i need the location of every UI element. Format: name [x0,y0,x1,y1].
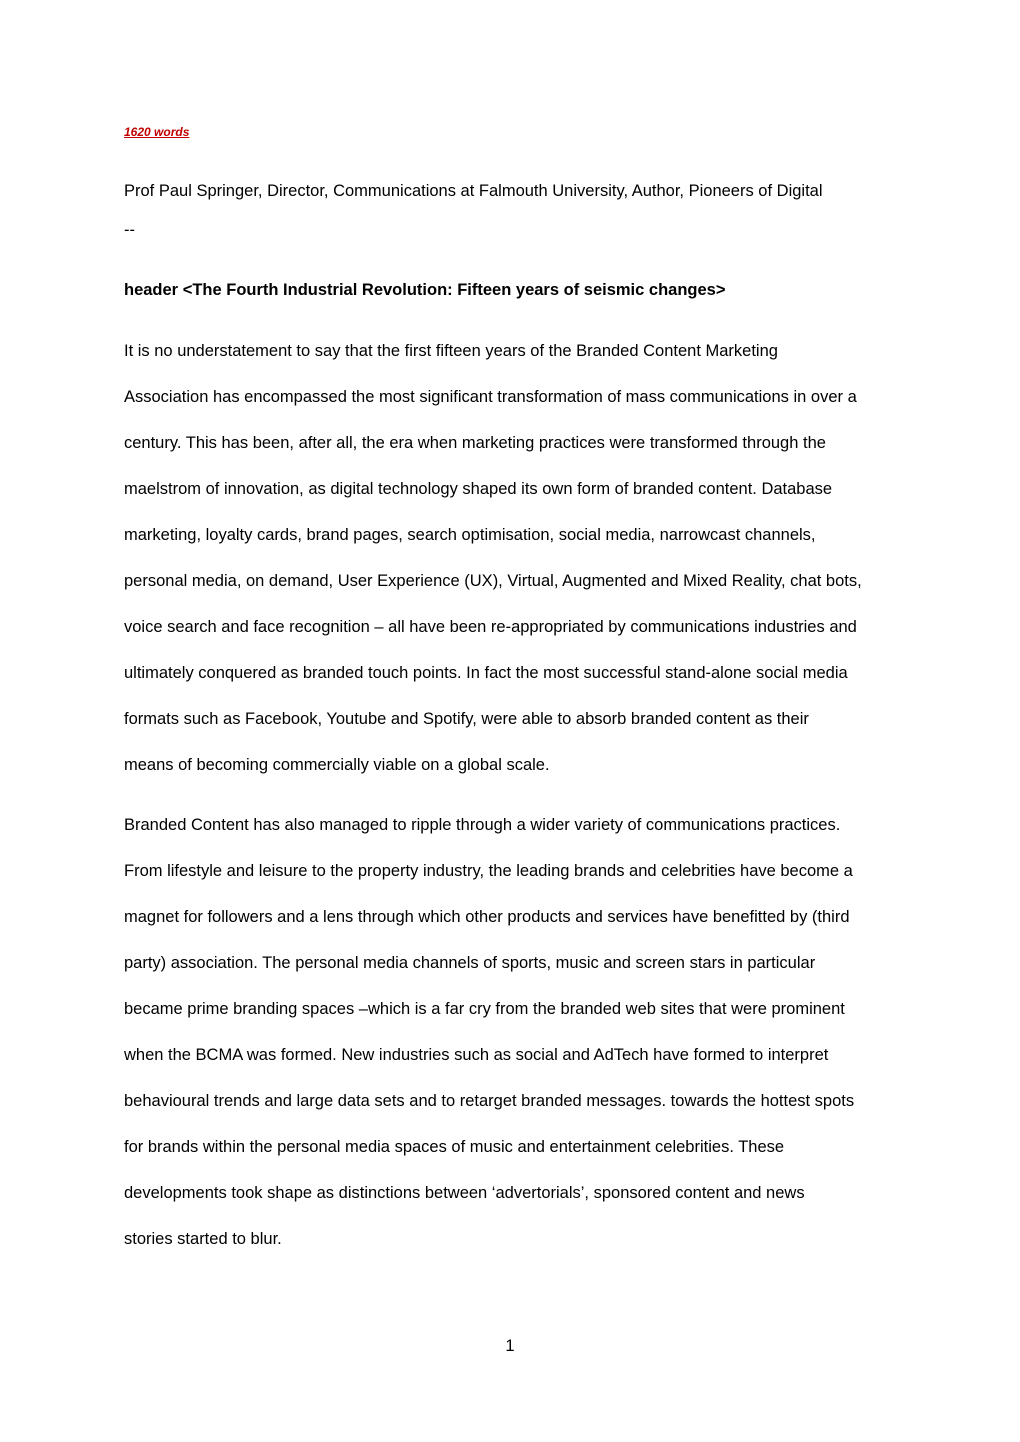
text-line: for brands within the personal media spaces of music and entertainment celebrities. These [124,1138,785,1156]
text-line: party) association. The personal media channels of sports, music and screen stars in particular [124,954,816,972]
text-line: stories started to blur. [124,1230,282,1248]
text-line: developments took shape as distinctions between ‘advertorials’, sponsored content and news [124,1184,805,1202]
text-line: formats such as Facebook, Youtube and Spotify, were able to absorb branded content as their [124,710,809,728]
text-line: means of becoming commercially viable on a global scale. [124,756,550,774]
text-line: voice search and face recognition – all have been re-appropriated by communications industries and [124,618,857,636]
text-line: ultimately conquered as branded touch points. In fact the most successful stand-alone social media [124,664,848,682]
text-line: century. This has been, after all, the era when marketing practices were transformed through the [124,434,826,452]
text-line: From lifestyle and leisure to the property industry, the leading brands and celebrities have become a [124,862,853,880]
text-line: maelstrom of innovation, as digital technology shaped its own form of branded content. Database [124,480,833,498]
separator-dashes: -- [124,221,135,239]
page-number: 1 [505,1337,515,1355]
text-line: personal media, on demand, User Experience (UX), Virtual, Augmented and Mixed Reality, chat bots, [124,572,862,590]
author-byline: Prof Paul Springer, Director, Communications at Falmouth University, Author, Pioneers of Digital [124,182,823,200]
text-line: magnet for followers and a lens through which other products and services have benefitted by (third [124,908,850,926]
text-line: Branded Content has also managed to ripple through a wider variety of communications practices. [124,816,841,834]
word-count-note: 1620 words [124,125,190,139]
text-line: Association has encompassed the most significant transformation of mass communications in over a [124,388,857,406]
text-line: became prime branding spaces –which is a far cry from the branded web sites that were prominent [124,1000,845,1018]
article-header: header <The Fourth Industrial Revolution: Fifteen years of seismic changes> [124,281,726,299]
text-line: It is no understatement to say that the first fifteen years of the Branded Content Marketing [124,342,778,360]
paragraph-2 [124,814,904,1274]
text-line: when the BCMA was formed. New industries such as social and AdTech have formed to interpret [124,1046,829,1064]
text-line: behavioural trends and large data sets and to retarget branded messages. towards the hottest spots [124,1092,855,1110]
paragraph-1 [124,340,904,800]
text-line: marketing, loyalty cards, brand pages, search optimisation, social media, narrowcast channels, [124,526,816,544]
